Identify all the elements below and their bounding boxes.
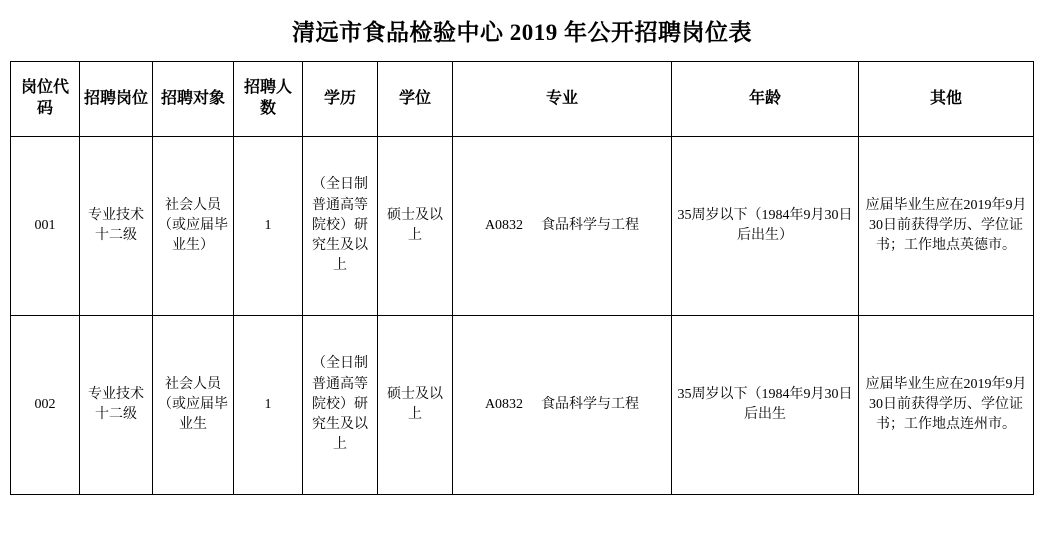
cell-job-code: 001 — [11, 137, 80, 316]
column-header-job-code: 岗位代码 — [11, 62, 80, 137]
cell-headcount: 1 — [234, 137, 303, 316]
cell-target: 社会人员（或应届毕业生 — [153, 316, 234, 495]
column-header-other: 其他 — [859, 62, 1034, 137]
column-header-major: 专业 — [453, 62, 672, 137]
cell-degree: 硕士及以上 — [378, 316, 453, 495]
major-name: 食品科学与工程 — [541, 396, 640, 412]
cell-education: （全日制普通高等院校）研究生及以上 — [303, 137, 378, 316]
cell-education: （全日制普通高等院校）研究生及以上 — [303, 316, 378, 495]
major-code: A0832 — [484, 396, 524, 412]
table-row — [11, 316, 1034, 495]
cell-headcount: 1 — [234, 316, 303, 495]
cell-major — [453, 316, 672, 495]
column-header-education: 学历 — [303, 62, 378, 137]
cell-age: 35周岁以下（1984年9月30日后出生 — [672, 316, 859, 495]
cell-other: 应届毕业生应在2019年9月30日前获得学历、学位证书；工作地点连州市。 — [859, 316, 1034, 495]
cell-job-code: 002 — [11, 316, 80, 495]
column-header-headcount: 招聘人数 — [234, 62, 303, 137]
cell-degree: 硕士及以上 — [378, 137, 453, 316]
cell-job-position: 专业技术十二级 — [80, 316, 153, 495]
table-row — [11, 137, 1034, 316]
column-header-age: 年龄 — [672, 62, 859, 137]
table-header-row — [11, 62, 1034, 137]
recruitment-table — [10, 61, 1034, 495]
cell-major — [453, 137, 672, 316]
cell-target: 社会人员（或应届毕业生） — [153, 137, 234, 316]
column-header-degree: 学位 — [378, 62, 453, 137]
cell-age: 35周岁以下（1984年9月30日后出生） — [672, 137, 859, 316]
column-header-target: 招聘对象 — [153, 62, 234, 137]
cell-job-position: 专业技术十二级 — [80, 137, 153, 316]
major-name: 食品科学与工程 — [541, 217, 640, 233]
major-code: A0832 — [484, 217, 524, 233]
table-body — [11, 137, 1034, 495]
cell-other: 应届毕业生应在2019年9月30日前获得学历、学位证书；工作地点英德市。 — [859, 137, 1034, 316]
page-title: 清远市食品检验中心 2019 年公开招聘岗位表 — [292, 20, 752, 45]
column-header-job-position: 招聘岗位 — [80, 62, 153, 137]
table-header — [11, 62, 1034, 137]
